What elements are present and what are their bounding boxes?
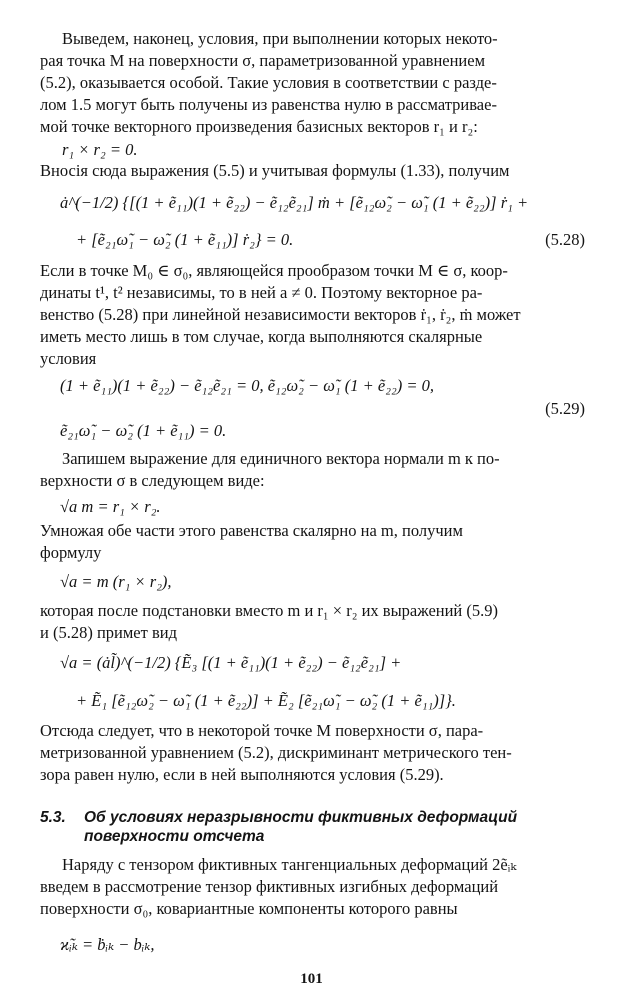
equation-sqrt-a: √a = m (r₁ × r₂), [60, 572, 172, 591]
text-line: Отсюда следует, что в некоторой точке M поверхности σ, пара- [40, 721, 484, 740]
paragraph-scalar-multiplication [40, 520, 585, 564]
text-line: мой точке векторного произведения базисных векторов r₁ и r₂: [40, 117, 478, 136]
equation-normal: √a m = r₁ × r₂. [60, 497, 161, 516]
text-line: венство (5.28) при линейной независимости векторов ṙ₁, ṙ₂, ṁ может [40, 305, 521, 324]
text-line: рая точка M на поверхности σ, параметризованной уравнением [40, 51, 486, 70]
text-line: зора равен нулю, если в ней выполняются условия (5.29). [40, 765, 444, 784]
section-title: Об условиях неразрывности фиктивных деформаций [84, 809, 518, 826]
section-heading [40, 808, 585, 846]
text-line: Наряду с тензором фиктивных тангенциальных деформаций 2ẽᵢₖ [62, 855, 517, 874]
equation-long-line1: √a = (ȧl̃)^(−1/2) {Ẽ₃ [(1 + ẽ₁₁)(1 + ẽ₂₂) − ẽ₁₂ẽ₂₁] + [60, 653, 402, 672]
section-number: 5.3. [40, 809, 66, 826]
equation-cross-product: r₁ × r₂ = 0. [62, 140, 138, 159]
paragraph-singular-points [40, 28, 585, 138]
text-line: Запишем выражение для единичного вектора нормали m к по- [62, 449, 500, 468]
text-line: поверхности σ₀, ковариантные компоненты которого равны [40, 899, 458, 918]
text-line: верхности σ в следующем виде: [40, 471, 265, 490]
text-line: которая после подстановки вместо m и r₁ × r₂ их выражений (5.9) [40, 601, 498, 620]
equation-number-5-29: (5.29) [545, 399, 585, 418]
equation-5-29-line1: (1 + ẽ₁₁)(1 + ẽ₂₂) − ẽ₁₂ẽ₂₁ = 0, ẽ₁₂ω̃₂ − ω̃₁ (1 + ẽ₂₂) = 0, [60, 376, 434, 395]
text-line: условия [40, 349, 97, 368]
paragraph-discriminant [40, 720, 585, 786]
equation-5-28-line2: + [ẽ₂₁ω̃₁ − ω̃₂ (1 + ẽ₁₁)] ṙ₂} = 0. [76, 230, 294, 249]
section-title-continued: поверхности отсчета [84, 828, 265, 845]
text-line: и (5.28) примет вид [40, 623, 177, 642]
equation-bending: ϰ̃ᵢₖ = ḃᵢₖ − bᵢₖ, [60, 935, 155, 954]
text-line: иметь место лишь в том случае, когда выполняются скалярные [40, 327, 483, 346]
paragraph-substitution-result [40, 600, 585, 644]
text-line: динаты t¹, t² независимы, то в ней a ≠ 0. Поэтому векторное ра- [40, 283, 483, 302]
text-line: метризованной уравнением (5.2), дискриминант метрического тен- [40, 743, 512, 762]
text-line: Если в точке M₀ ∈ σ₀, являющейся прообразом точки M ∈ σ, коор- [40, 261, 508, 280]
equation-number-5-28: (5.28) [545, 230, 585, 249]
paragraph-substitution [40, 160, 585, 182]
text-line: введем в рассмотрение тензор фиктивных изгибных деформаций [40, 877, 499, 896]
text-line: Умножая обе части этого равенства скалярно на m, получим [40, 521, 463, 540]
page-number: 101 [300, 971, 323, 987]
equation-5-29-line2: ẽ₂₁ω̃₁ − ω̃₂ (1 + ẽ₁₁) = 0. [60, 421, 227, 440]
paragraph-independence [40, 260, 585, 370]
text-line: формулу [40, 543, 102, 562]
equation-5-28-line1: ȧ^(−1/2) {[(1 + ẽ₁₁)(1 + ẽ₂₂) − ẽ₁₂ẽ₂₁] ṁ + [ẽ₁₂ω̃₂ − ω̃₁ (1 + ẽ₂₂)] ṙ₁ + [60, 193, 529, 212]
paragraph-bending-tensor [40, 854, 585, 920]
paragraph-normal-vector [40, 448, 585, 492]
text-line: Выведем, наконец, условия, при выполнении которых некото- [62, 29, 498, 48]
text-line: (5.2), оказывается особой. Такие условия в соответствии с разде- [40, 73, 497, 92]
text-line: лом 1.5 могут быть получены из равенства нулю в рассматривае- [40, 95, 497, 114]
text-line: Вносія сюда выражения (5.5) и учитывая формулы (1.33), получим [40, 161, 510, 180]
equation-long-line2: + Ẽ₁ [ẽ₁₂ω̃₂ − ω̃₁ (1 + ẽ₂₂)] + Ẽ₂ [ẽ₂₁ω̃₁ − ω̃₂ (1 + ẽ₁₁)]}. [76, 691, 456, 710]
